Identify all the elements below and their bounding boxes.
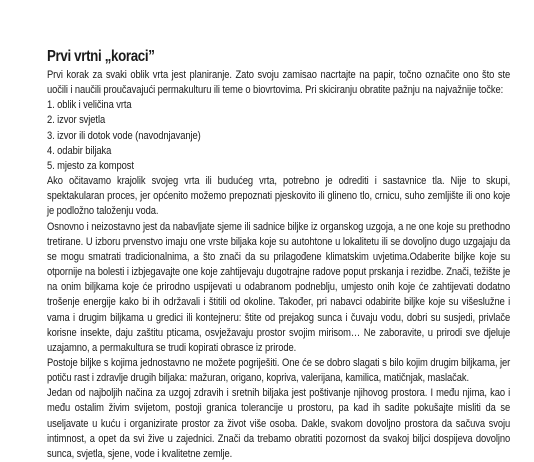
soil-paragraph: Ako očitavamo krajolik svojeg vrta ili budućeg vrta, potrebno je odrediti i sastavnice tla. Nije to skupi, spektakularan proces, jer općenito možemo prepoznati pjeskovito ili glineno tlo, crnicu, suho zemljište ili ono koje je podložno taloženju voda.: [47, 175, 511, 218]
plant-space-paragraph: Jedan od najboljih načina za uzgoj zdravih i sretnih biljaka jest poštivanje njihovog prostora. I među njima, kao i među ostalim živim svijetom, postoji granica tolerancije u prostoru, pa kad ih sadite pokušajte misliti da se useljavate u kuću i organizirate prostor za život više osoba. Dakle, svakom dovoljno prostora da sačuva svoju intimnost, a opet da svi žive u zajednici. Znači da trebamo obratiti pozornost da svakoj biljci dospijeva dovoljno sunca, svjetla, sjene, vode i kvalitetne zemlje.: [47, 387, 511, 460]
list-item: 3. izvor ili dotok vode (navodnjavanje): [47, 129, 201, 142]
steps-list: [47, 98, 510, 174]
article-title: Prvi vrtni „koraci”: [47, 48, 155, 65]
list-item: 2. izvor svjetla: [47, 114, 106, 127]
article-body: [47, 68, 510, 462]
list-item: 1. oblik i veličina vrta: [47, 99, 132, 112]
plants-paragraph: Osnovno i neizostavno jest da nabavljate sjeme ili sadnice biljke iz organskog uzgoja, a ne one koje su prethodno tretirane. U izboru prvenstvo imaju one vrste biljaka koje su autohtone u lokalitetu ili se dovoljno dugo uzgajaju da se mogu smatrati tradicionalnima, a što znači da su prilagođene klimatskim uvjetima.Odaberite biljke koje su otpornije na bolesti i izbjegavajte one koje zahtijevaju dugotrajne radove poput prskanja i rezidbe. Znači, težište je na onim biljkama koje će prirodno uspijevati u odabranom podneblju, umjesto onih koje će zahtijevati dodatno trošenje energije kako bi ih održavali i štitili od okoline. Također, pri nabavci odabirite biljke koje su višeslužne i vama i drugim biljkama u gredici ili kontejneru: štite od prejakog sunca i čuvaju vodu, dobri su susjedi, privlače korisne insekte, daju zaštitu pticama, osvježavaju prostor svojim mirisom… Ne zaboravite, u prirodi sve djeluje uzajamno, a permakultura se trudi kopirati obrasce iz prirode.: [47, 220, 511, 354]
intro-paragraph: Prvi korak za svaki oblik vrta jest planiranje. Zato svoju zamisao nacrtajte na papir, točno označite ono što ste uočili i naučili proučavajući permakulturu ili teme o biovrtovima. Pri skiciranju obratite pažnju na najvažnije točke:: [47, 69, 511, 97]
list-item: 5. mjesto za kompost: [47, 159, 134, 172]
companion-plants-paragraph: Postoje biljke s kojima jednostavno ne možete pogriješiti. One će se dobro slagati s bilo kojim drugim biljkama, jer potiču rast i zdravlje drugih biljaka: mažuran, origano, kopriva, valerijana, kamilica, matičnjak, maslačak.: [47, 356, 511, 385]
list-item: 4. odabir biljaka: [47, 144, 112, 157]
